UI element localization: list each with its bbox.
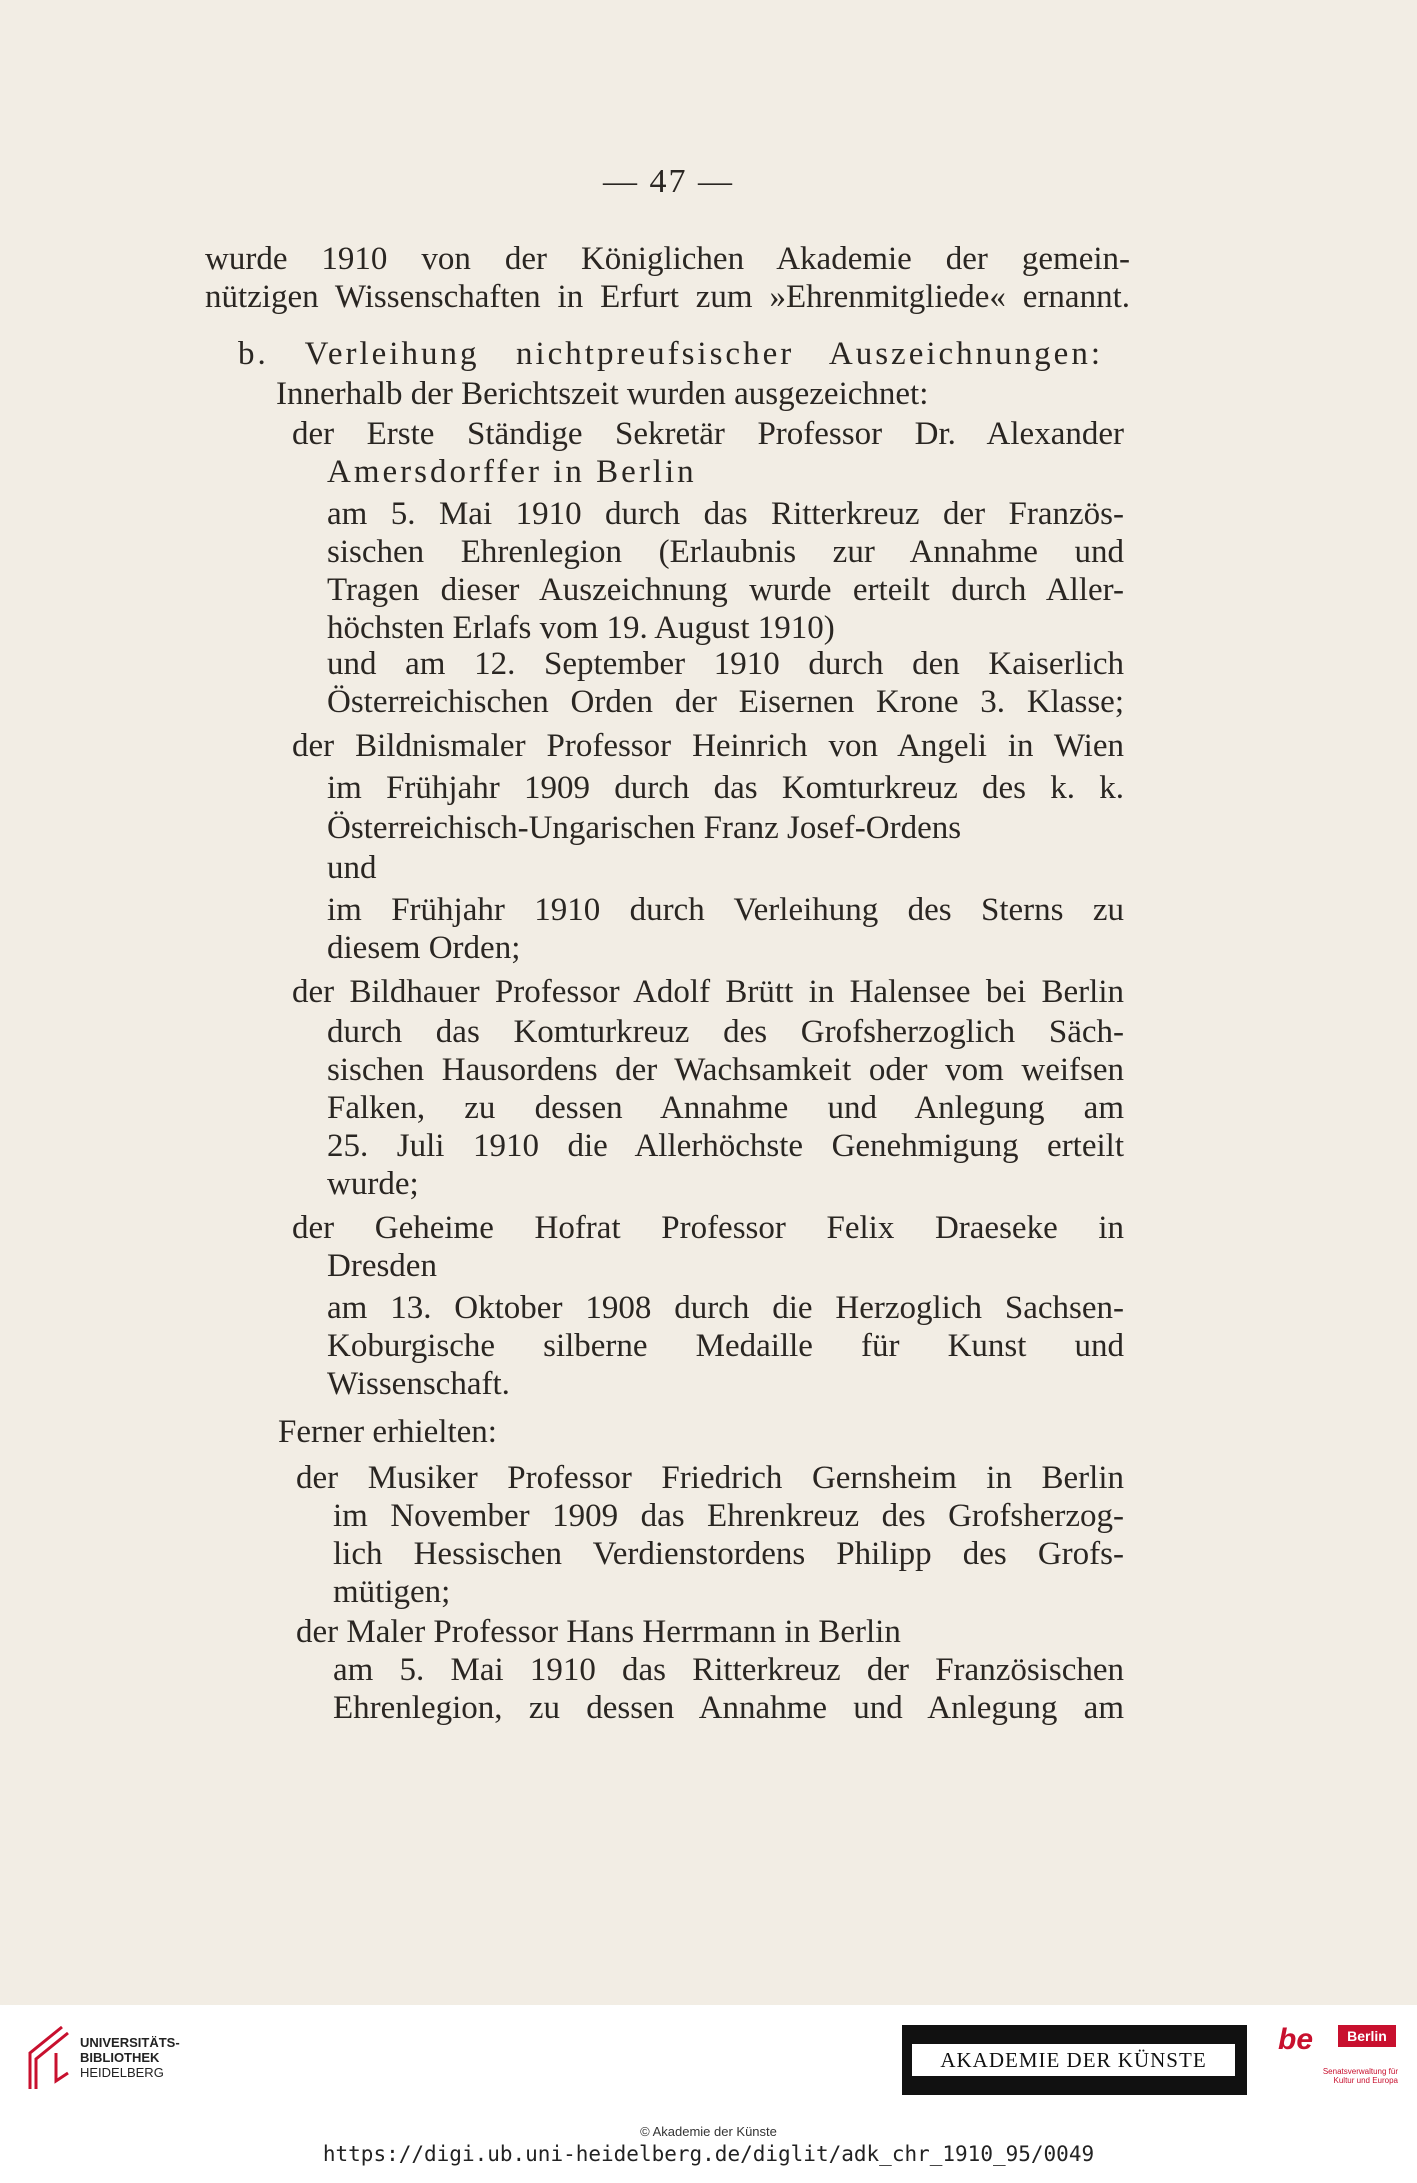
berlin-tag: Berlin xyxy=(1338,2025,1396,2047)
akademie-logo-text: AKADEMIE DER KÜNSTE xyxy=(912,2044,1235,2076)
text-line: Ehrenlegion, zu dessen Annahme und Anlegung am xyxy=(333,1690,1124,1726)
text-line: Falken, zu dessen Annahme und Anlegung am xyxy=(327,1090,1124,1126)
text-line: im November 1909 das Ehrenkreuz des Grofsherzog- xyxy=(333,1498,1124,1534)
text-line: sischen Hausordens der Wachsamkeit oder vom weifsen xyxy=(327,1052,1124,1088)
text-line: der Erste Ständige Sekretär Professor Dr. Alexander xyxy=(292,416,1124,452)
text-line: der Geheime Hofrat Professor Felix Draeseke in xyxy=(292,1210,1124,1246)
page-number: — 47 — xyxy=(603,163,734,200)
university-library-name: UNIVERSITÄTS- BIBLIOTHEK HEIDELBERG xyxy=(80,2035,180,2080)
text-line: wurde 1910 von der Königlichen Akademie der gemein- xyxy=(205,241,1130,277)
text-line: Amersdorffer in Berlin xyxy=(327,454,697,490)
text-line: und xyxy=(327,850,377,886)
text-line: lich Hessischen Verdienstordens Philipp des Grofs- xyxy=(333,1536,1124,1572)
text-line: Innerhalb der Berichtszeit wurden ausgezeichnet: xyxy=(276,376,929,412)
text-line: höchsten Erlafs vom 19. August 1910) xyxy=(327,610,835,646)
berlin-senate-logo xyxy=(1278,2023,1398,2093)
text-line: der Maler Professor Hans Herrmann in Berlin xyxy=(296,1614,901,1650)
source-url[interactable]: https://digi.ub.uni-heidelberg.de/diglit/adk_chr_1910_95/0049 xyxy=(322,2142,1095,2166)
footer-bar xyxy=(0,2005,1417,2183)
text-line: im Frühjahr 1909 durch das Komturkreuz des k. k. xyxy=(327,770,1124,806)
text-line: Koburgische silberne Medaille für Kunst und xyxy=(327,1328,1124,1364)
text-line: durch das Komturkreuz des Grofsherzoglich Säch- xyxy=(327,1014,1124,1050)
text-line: am 5. Mai 1910 durch das Ritterkreuz der Französ- xyxy=(327,496,1124,532)
akademie-logo xyxy=(902,2025,1247,2095)
text-line: nützigen Wissenschaften in Erfurt zum »Ehrenmitgliede« ernannt. xyxy=(205,279,1130,315)
university-library-logo-icon xyxy=(12,2023,74,2093)
text-line: 25. Juli 1910 die Allerhöchste Genehmigung erteilt xyxy=(327,1128,1124,1164)
text-line: Tragen dieser Auszeichnung wurde erteilt durch Aller- xyxy=(327,572,1124,608)
text-line: und am 12. September 1910 durch den Kaiserlich xyxy=(327,646,1124,682)
berlin-subtitle: Senatsverwaltung für Kultur und Europa xyxy=(1322,2067,1398,2085)
text-line: Ferner erhielten: xyxy=(278,1414,497,1450)
text-line: am 5. Mai 1910 das Ritterkreuz der Französischen xyxy=(333,1652,1124,1688)
text-line: am 13. Oktober 1908 durch die Herzoglich Sachsen- xyxy=(327,1290,1124,1326)
text-line: der Bildnismaler Professor Heinrich von Angeli in Wien xyxy=(292,728,1124,764)
section-heading: b. Verleihung nichtpreufsischer Auszeichnungen: xyxy=(238,336,1103,372)
text-line: wurde; xyxy=(327,1166,419,1202)
text-line: Dresden xyxy=(327,1248,437,1284)
text-line: der Musiker Professor Friedrich Gernsheim in Berlin xyxy=(296,1460,1124,1496)
text-line: Österreichischen Orden der Eisernen Krone 3. Klasse; xyxy=(327,684,1124,720)
copyright-notice: © Akademie der Künste xyxy=(640,2124,777,2139)
berlin-be-text: be xyxy=(1278,2023,1314,2056)
text-line: der Bildhauer Professor Adolf Brütt in Halensee bei Berlin xyxy=(292,974,1124,1010)
text-line: Wissenschaft. xyxy=(327,1366,510,1402)
text-line: mütigen; xyxy=(333,1574,451,1610)
text-line: im Frühjahr 1910 durch Verleihung des Sterns zu xyxy=(327,892,1124,928)
text-line: Österreichisch-Ungarischen Franz Josef-Ordens xyxy=(327,810,962,846)
text-line: sischen Ehrenlegion (Erlaubnis zur Annahme und xyxy=(327,534,1124,570)
text-line: diesem Orden; xyxy=(327,930,521,966)
